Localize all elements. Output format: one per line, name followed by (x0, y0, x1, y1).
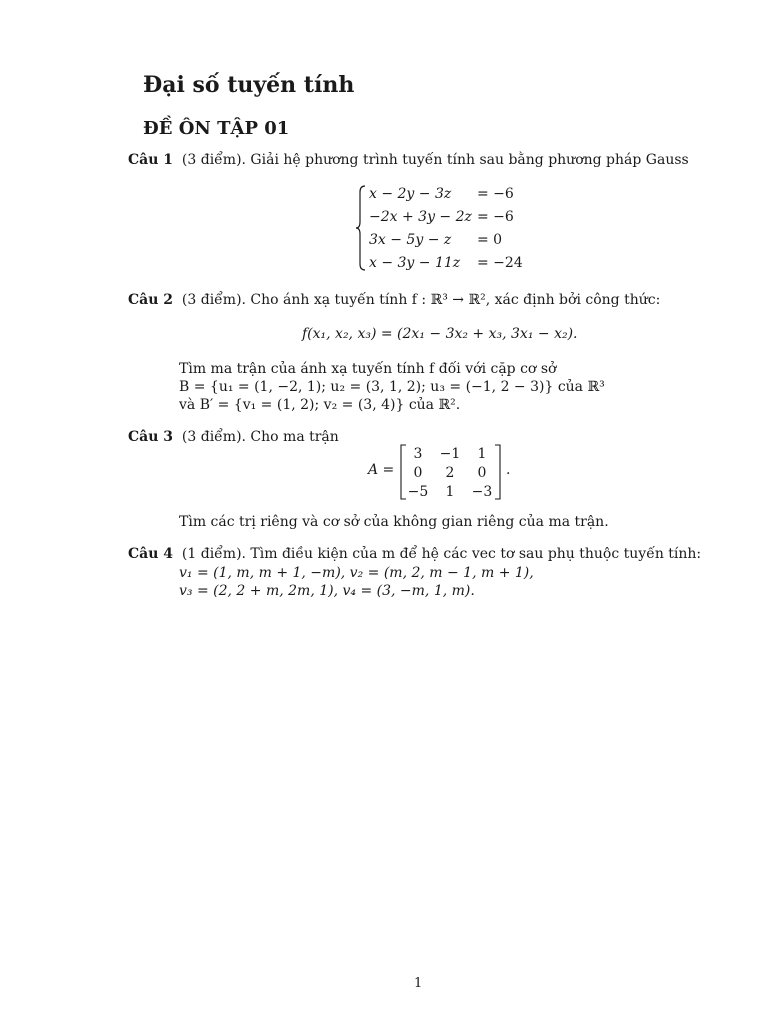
matrix-cell: −3 (471, 484, 493, 500)
equation-4-lhs: x − 3y − 11z (369, 255, 461, 271)
matrix-cell: 1 (445, 484, 455, 500)
question-4-text: (1 điểm). Tìm điều kiện của m để hệ các vec tơ sau phụ thuộc tuyến tính: (181, 546, 702, 562)
equation-system (355, 184, 525, 272)
question-3-text: (3 điểm). Cho ma trận (181, 429, 339, 445)
matrix-name: A = (368, 462, 395, 478)
matrix-cell: 2 (445, 465, 455, 481)
equation-2-rhs: = −6 (477, 209, 514, 225)
matrix-cell: 0 (413, 465, 423, 481)
vectors-line-2: v₃ = (2, 2 + m, 2m, 1), v₄ = (3, −m, 1, m). (179, 583, 475, 599)
matrix-cell: 0 (477, 465, 487, 481)
matrix-cell: 3 (413, 446, 423, 462)
question-1 (128, 151, 689, 169)
document-title: Đại số tuyến tính (143, 72, 355, 98)
question-2-label: Câu 2 (128, 292, 174, 308)
question-2-text: (3 điểm). Cho ánh xạ tuyến tính f : ℝ³ → ℝ², xác định bởi công thức: (181, 292, 661, 308)
question-4 (128, 545, 701, 563)
equation-1-lhs: x − 2y − 3z (369, 186, 452, 202)
matrix-period: . (506, 462, 511, 478)
equation-4-rhs: = −24 (477, 255, 523, 271)
equation-3-lhs: 3x − 5y − z (369, 232, 452, 248)
question-3 (128, 428, 339, 446)
matrix-cell: 1 (477, 446, 487, 462)
right-bracket-icon (494, 444, 502, 500)
question-2-line-1: Tìm ma trận của ánh xạ tuyến tính f đối với cặp cơ sở (179, 361, 557, 377)
equation-1-rhs: = −6 (477, 186, 514, 202)
question-2 (128, 291, 660, 309)
matrix-a (368, 444, 528, 502)
page-number: 1 (414, 976, 423, 991)
question-1-text: (3 điểm). Giải hệ phương trình tuyến tính sau bằng phương pháp Gauss (181, 152, 689, 168)
exam-subtitle: ĐỀ ÔN TẬP 01 (143, 118, 290, 139)
question-3-label: Câu 3 (128, 429, 174, 445)
mapping-formula: f(x₁, x₂, x₃) = (2x₁ − 3x₂ + x₃, 3x₁ − x₂). (302, 326, 578, 342)
left-brace-icon (355, 184, 367, 272)
matrix-cell: −5 (407, 484, 429, 500)
equation-2-lhs: −2x + 3y − 2z (369, 209, 472, 225)
question-2-basis-b-prime: và B′ = {v₁ = (1, 2); v₂ = (3, 4)} của ℝ². (179, 397, 461, 413)
question-1-label: Câu 1 (128, 152, 174, 168)
question-2-basis-b: B = {u₁ = (1, −2, 1); u₂ = (3, 1, 2); u₃ = (−1, 2 − 3)} của ℝ³ (179, 379, 605, 395)
question-4-label: Câu 4 (128, 546, 174, 562)
equation-3-rhs: = 0 (477, 232, 503, 248)
vectors-line-1: v₁ = (1, m, m + 1, −m), v₂ = (m, 2, m − 1, m + 1), (179, 565, 534, 581)
matrix-cell: −1 (439, 446, 461, 462)
question-3-task: Tìm các trị riêng và cơ sở của không gian riêng của ma trận. (179, 514, 609, 530)
